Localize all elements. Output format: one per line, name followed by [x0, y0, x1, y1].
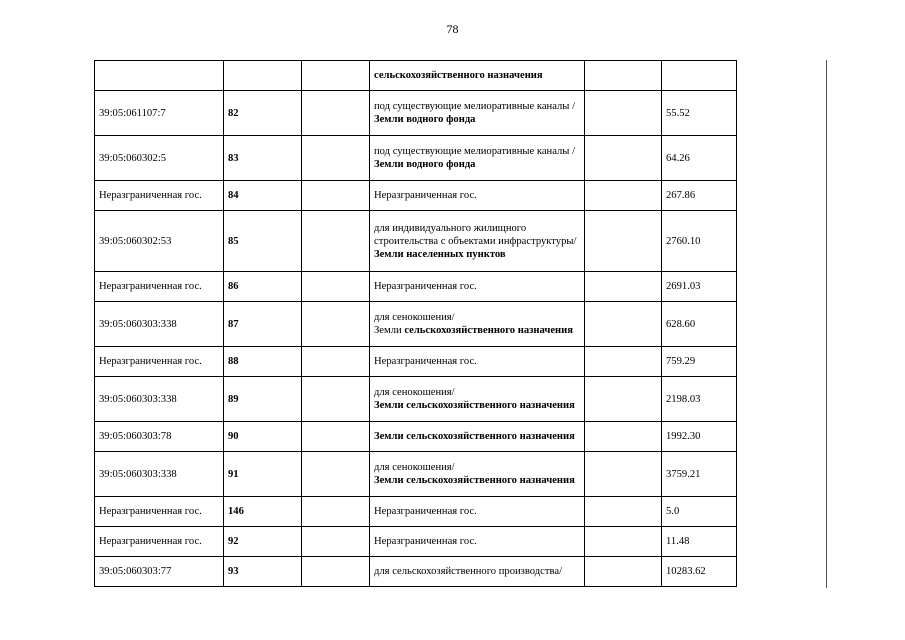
cadastral-number-cell: 39:05:060302:5	[95, 136, 224, 181]
table-row	[95, 181, 737, 211]
land-category-text: сельскохозяйственного назначения	[374, 70, 543, 81]
parcel-number-cell: 84	[224, 181, 302, 211]
parcel-number-cell: 83	[224, 136, 302, 181]
table-row	[95, 497, 737, 527]
empty-cell	[302, 527, 370, 557]
empty-cell	[302, 347, 370, 377]
purpose-cell	[370, 302, 585, 347]
land-parcels-table	[94, 60, 737, 587]
empty-cell	[585, 302, 662, 347]
empty-cell	[585, 557, 662, 587]
table-row	[95, 347, 737, 377]
empty-cell	[585, 527, 662, 557]
empty-cell	[302, 452, 370, 497]
parcel-number-cell: 91	[224, 452, 302, 497]
land-category-text: Земли населенных пунктов	[374, 248, 506, 260]
purpose-text: для сельскохозяйственного производства/	[374, 566, 563, 577]
purpose-cell	[370, 272, 585, 302]
table-row	[95, 272, 737, 302]
empty-cell	[585, 377, 662, 422]
parcel-number-cell: 87	[224, 302, 302, 347]
land-category-text: Земли сельскохозяйственного назначения	[374, 475, 575, 486]
cadastral-number-cell: 39:05:060302:53	[95, 211, 224, 272]
parcel-number-cell: 82	[224, 91, 302, 136]
land-category-text: Земли сельскохозяйственного назначения	[374, 400, 575, 411]
area-cell: 10283.62	[662, 557, 737, 587]
land-category-text: Земли сельскохозяйственного назначения	[374, 431, 575, 442]
empty-cell	[585, 452, 662, 497]
empty-cell	[302, 136, 370, 181]
purpose-cell	[370, 347, 585, 377]
empty-cell	[302, 272, 370, 302]
empty-cell	[302, 91, 370, 136]
cadastral-number-cell: Неразграниченная гос.	[95, 497, 224, 527]
area-cell: 55.52	[662, 91, 737, 136]
page-margin-line	[826, 60, 827, 588]
purpose-cell	[370, 422, 585, 452]
cadastral-number-cell: 39:05:060303:78	[95, 422, 224, 452]
empty-cell	[585, 211, 662, 272]
purpose-text: для сенокошения/	[374, 462, 455, 473]
purpose-text: Неразграниченная гос.	[374, 356, 477, 367]
purpose-cell	[370, 452, 585, 497]
purpose-cell	[370, 181, 585, 211]
purpose-text: для сенокошения/	[374, 387, 455, 398]
empty-cell	[585, 91, 662, 136]
cadastral-number-cell: 39:05:060303:338	[95, 452, 224, 497]
empty-cell	[302, 497, 370, 527]
purpose-cell	[370, 91, 585, 136]
area-cell: 2760.10	[662, 211, 737, 272]
purpose-text: для индивидуального жилищного строительства с объектами инфраструктуры/	[374, 222, 577, 247]
table-row	[95, 452, 737, 497]
table-row	[95, 302, 737, 347]
area-cell: 2691.03	[662, 272, 737, 302]
cadastral-number-cell: 39:05:060303:338	[95, 302, 224, 347]
purpose-text: для сенокошения/	[374, 312, 455, 323]
table-row	[95, 557, 737, 587]
cadastral-number-cell: Неразграниченная гос.	[95, 527, 224, 557]
empty-cell	[302, 557, 370, 587]
area-cell: 11.48	[662, 527, 737, 557]
empty-cell	[302, 422, 370, 452]
empty-cell	[585, 497, 662, 527]
empty-cell	[302, 211, 370, 272]
table-row	[95, 136, 737, 181]
cadastral-number-cell: Неразграниченная гос.	[95, 347, 224, 377]
purpose-cell	[370, 211, 585, 272]
area-cell	[662, 61, 737, 91]
purpose-text: Неразграниченная гос.	[374, 536, 477, 547]
empty-cell	[585, 61, 662, 91]
parcel-number-cell: 88	[224, 347, 302, 377]
land-category-text: Земли водного фонда	[374, 159, 476, 170]
parcel-number-cell: 86	[224, 272, 302, 302]
empty-cell	[585, 181, 662, 211]
cadastral-number-cell: 39:05:060303:338	[95, 377, 224, 422]
page-number: 78	[446, 22, 459, 36]
empty-cell	[585, 347, 662, 377]
purpose-cell	[370, 557, 585, 587]
land-category-text: Земли водного фонда	[374, 114, 476, 125]
empty-cell	[585, 136, 662, 181]
area-cell: 267.86	[662, 181, 737, 211]
empty-cell	[585, 422, 662, 452]
empty-cell	[585, 272, 662, 302]
parcel-number-cell: 85	[224, 211, 302, 272]
land-category-line	[374, 324, 580, 337]
area-cell: 64.26	[662, 136, 737, 181]
empty-cell	[302, 181, 370, 211]
purpose-text: под существующие мелиоративные каналы /	[374, 101, 576, 112]
area-cell: 3759.21	[662, 452, 737, 497]
cadastral-number-cell: 39:05:061107:7	[95, 91, 224, 136]
land-category-text: сельскохозяйственного назначения	[404, 325, 573, 336]
purpose-cell	[370, 377, 585, 422]
cadastral-number-cell: 39:05:060303:77	[95, 557, 224, 587]
area-cell: 2198.03	[662, 377, 737, 422]
area-cell: 1992.30	[662, 422, 737, 452]
parcel-number-cell: 146	[224, 497, 302, 527]
table-row	[95, 91, 737, 136]
parcel-number-cell	[224, 61, 302, 91]
purpose-cell	[370, 136, 585, 181]
area-cell: 628.60	[662, 302, 737, 347]
parcel-number-cell: 93	[224, 557, 302, 587]
cadastral-number-cell: Неразграниченная гос.	[95, 272, 224, 302]
land-category-prefix: Земли	[374, 325, 405, 336]
purpose-text: Неразграниченная гос.	[374, 506, 477, 517]
parcel-number-cell: 90	[224, 422, 302, 452]
cadastral-number-cell	[95, 61, 224, 91]
empty-cell	[302, 377, 370, 422]
purpose-cell	[370, 61, 585, 91]
purpose-text: под существующие мелиоративные каналы /	[374, 146, 576, 157]
purpose-text: Неразграниченная гос.	[374, 281, 477, 292]
cadastral-number-cell: Неразграниченная гос.	[95, 181, 224, 211]
table-row	[95, 527, 737, 557]
parcel-number-cell: 89	[224, 377, 302, 422]
empty-cell	[302, 61, 370, 91]
table-row	[95, 61, 737, 91]
purpose-text: Неразграниченная гос.	[374, 190, 477, 201]
table-row	[95, 377, 737, 422]
parcel-number-cell: 92	[224, 527, 302, 557]
purpose-cell	[370, 497, 585, 527]
area-cell: 5.0	[662, 497, 737, 527]
area-cell: 759.29	[662, 347, 737, 377]
purpose-cell	[370, 527, 585, 557]
table-row	[95, 422, 737, 452]
empty-cell	[302, 302, 370, 347]
table-row	[95, 211, 737, 272]
